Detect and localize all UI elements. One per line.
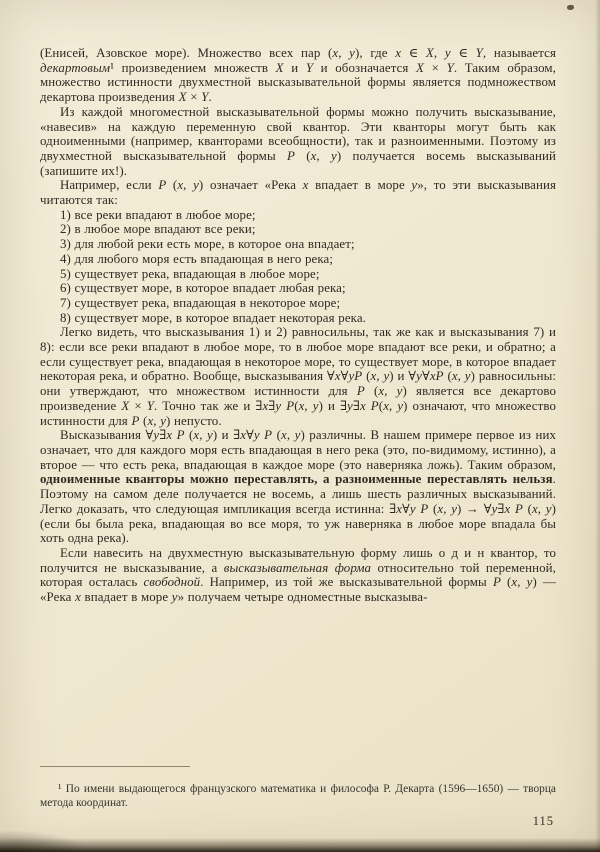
- scan-artifact: [567, 5, 574, 10]
- page-number: 115: [532, 814, 554, 828]
- paragraph: Например, если P (x, y) означает «Река x впадает в море y», то эти высказывания читаются так:: [40, 178, 557, 208]
- list-item: 2) в любое море впадают все реки;: [60, 222, 256, 237]
- paragraph: (Енисей, Азовское море). Множество всех пар (x, y), где x ∈ X, y ∈ Y, называется декартовым¹ произведением множеств X и Y и обозначается X × Y. Таким образом, множество истинности двухместной высказывательной формы является подмножеством декартова произведения X × Y.: [40, 46, 556, 105]
- list-item: 8) существует море, в которое впадает некоторая река.: [60, 310, 366, 325]
- paragraph: Высказывания ∀y∃x P (x, y) и ∃x∀y P (x, y) различны. В нашем примере первое из них означает, что для каждого моря есть впадающая в него река (это, по-видимому, истинно), а второе — что есть река, впадающая в каждое море (это наверняка ложь). Таким образом, одноименные кванторы можно переставлять, а разноименные переставлять нельзя. Поэтому на самом деле получается не восемь, а лишь шесть различных высказываний. Легко доказать, что следующая импликация всегда истинна: ∃x∀y P (x, y) → ∀y∃x P (x, y) (если бы была река, впадающая во все моря, то уж наверняка в любое море впадала бы хоть одна река).: [40, 428, 557, 546]
- paragraph: Из каждой многоместной высказывательной формы можно получить высказывание, «навесив» на каждую переменную свой квантор. Эти кванторы могут быть как одноименными (например, кванторами всеобщности), так и разноименными. Поэтому из двухместной высказывательной формы P (x, y) получается восемь высказываний (запишите их!).: [40, 104, 556, 178]
- list-item: 7) существует река, впадающая в некоторое море;: [60, 295, 341, 310]
- paragraph: Если навесить на двухместную высказывательную форму лишь о д и н квантор, то получится не высказывание, а высказывательная форма относительно той переменной, которая осталась свободной. Например, из той же высказывательной формы P (x, y) — «Река x впадает в море y» получаем четыре одноместные высказыва-: [40, 545, 556, 605]
- bottom-edge-shadow: [0, 838, 600, 852]
- footnote-divider: [40, 766, 190, 767]
- paragraph: Легко видеть, что высказывания 1) и 2) равносильны, так же как и высказывания 7) и 8): если все реки впадают в любое море, то в любое море впадают все реки, и обратно; а если существует река, впадающая в некоторое море, то существует море, в которое впадает некоторая река, и обратно. Вообще, высказывания ∀x∀yP (x, y) и ∀y∀xP (x, y) равносильны: они утверждают, что множеством истинности для P (x, y) является все декартово произведение X × Y. Точно так же и ∃x∃y P(x, y) и ∃y∃x P(x, y) означают, что множество истинности для P (x, y) непусто.: [40, 325, 557, 428]
- list-item: 3) для любой реки есть море, в которое она впадает;: [60, 237, 355, 252]
- list-item: 5) существует река, впадающая в любое море;: [60, 266, 320, 281]
- list-item: 4) для любого моря есть впадающая в него река;: [60, 251, 334, 266]
- list-item: 1) все реки впадают в любое море;: [60, 207, 256, 222]
- text-block: [40, 46, 556, 605]
- footnote: ¹ По имени выдающегося французского математика и философа Р. Декарта (1596—1650) — творца метода координат.: [40, 783, 556, 809]
- page-edge-shading: [595, 0, 600, 852]
- list-item: 6) существует море, в которое впадает любая река;: [60, 281, 346, 296]
